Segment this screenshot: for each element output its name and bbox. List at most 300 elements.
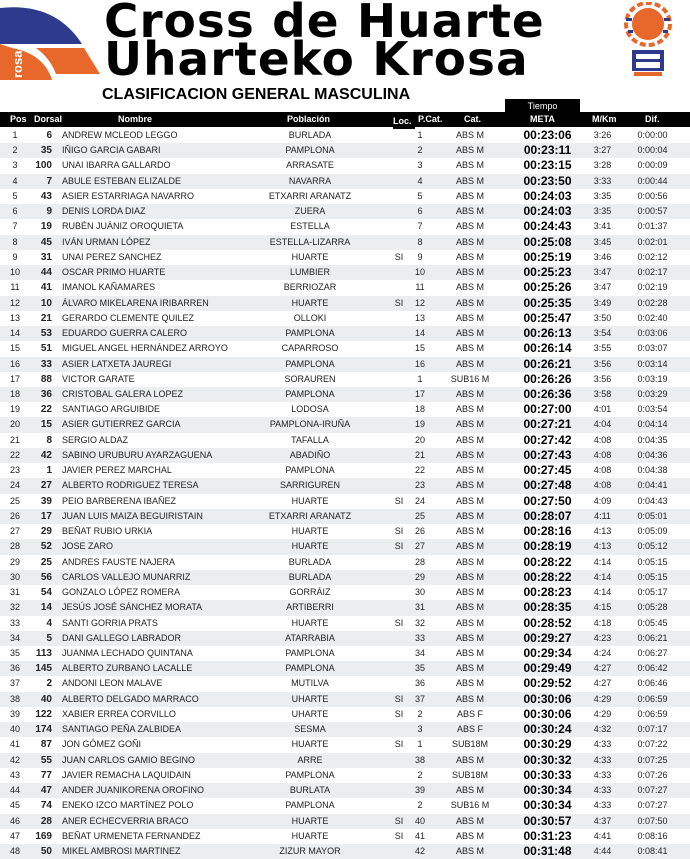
cell-dif: 0:06:59: [637, 708, 668, 719]
cell-pcat: 2: [417, 708, 423, 719]
cell-cat: ABS M: [455, 343, 484, 354]
cell-poblacion: LODOSA: [291, 404, 329, 415]
cell-nombre: JOSE ZARO: [62, 541, 114, 552]
cross-logo-left-icon: [0, 0, 105, 80]
cell-nombre: ENEKO IZCO MARTÍNEZ POLO: [62, 800, 194, 811]
table-row: [0, 737, 690, 752]
cell-pcat: 29: [414, 571, 425, 582]
cell-pos: 45: [9, 800, 20, 811]
cell-dif: 0:07:25: [637, 754, 668, 765]
table-row: [0, 158, 690, 173]
cell-pos: 47: [9, 830, 20, 841]
cell-dorsal: 25: [40, 556, 52, 568]
cell-poblacion: HUARTE: [291, 251, 329, 262]
cell-pcat: 31: [414, 602, 425, 613]
cell-mkm: 4:08: [593, 465, 612, 476]
cell-dorsal: 47: [40, 785, 52, 797]
cell-poblacion: NAVARRA: [288, 175, 332, 186]
cell-nombre: OSCAR PRIMO HUARTE: [62, 267, 166, 278]
cell-mkm: 4:15: [593, 602, 612, 613]
cell-loc: SI: [394, 526, 404, 537]
cell-mkm: 3:28: [593, 160, 612, 171]
column-header-cat: Cat.: [464, 114, 482, 124]
cell-meta: 00:30:06: [523, 691, 572, 706]
cell-dorsal: 27: [40, 480, 52, 492]
cell-poblacion: ZIZUR MAYOR: [279, 846, 341, 857]
cell-pos: 29: [9, 556, 20, 567]
cell-mkm: 4:33: [593, 800, 612, 811]
cell-dorsal: 17: [40, 510, 52, 522]
cell-meta: 00:23:06: [523, 128, 572, 142]
cell-pos: 1: [12, 130, 18, 140]
cell-loc: SI: [394, 693, 404, 704]
cell-meta: 00:30:57: [523, 813, 572, 828]
cell-meta: 00:28:19: [523, 539, 572, 554]
cell-nombre: JUAN CARLOS GAMIO BEGINO: [62, 754, 196, 765]
cell-meta: 00:25:26: [523, 280, 572, 295]
cell-pos: 26: [9, 510, 20, 521]
cell-pcat: 19: [414, 419, 425, 430]
cell-poblacion: ETXARRI ARANATZ: [268, 190, 352, 201]
cell-dif: 0:03:14: [637, 358, 668, 369]
cell-pcat: 10: [414, 267, 425, 278]
cell-cat: ABS M: [455, 693, 484, 704]
cell-dorsal: 44: [40, 267, 52, 279]
cell-mkm: 4:33: [593, 739, 612, 750]
cell-nombre: ALBERTO ZURBANO LACALLE: [62, 663, 193, 674]
column-header-pcat: P.Cat.: [418, 114, 443, 124]
cell-nombre: JAVIER REMACHA LAQUIDAIN: [62, 769, 191, 780]
cell-poblacion: PAMPLONA: [285, 800, 335, 811]
cell-nombre: JESÚS JOSÉ SÁNCHEZ MORATA: [62, 602, 203, 613]
cell-pos: 15: [9, 343, 20, 354]
cell-dorsal: 29: [40, 526, 52, 538]
cell-poblacion: UHARTE: [291, 708, 329, 719]
cell-meta: 00:25:47: [523, 310, 572, 325]
cell-mkm: 4:41: [593, 830, 612, 841]
table-row: [0, 265, 690, 280]
cell-cat: ABS M: [455, 815, 484, 826]
cell-nombre: SABINO URUBURU AYARZAGUENA: [62, 449, 213, 460]
table-row: [0, 387, 690, 402]
cell-mkm: 3:33: [593, 175, 612, 186]
cell-pcat: 22: [414, 465, 425, 476]
cell-mkm: 3:54: [593, 328, 612, 339]
cell-mkm: 4:18: [593, 617, 612, 628]
cell-pcat: 24: [414, 495, 425, 506]
cell-poblacion: SARRIGUREN: [279, 480, 340, 491]
cell-cat: ABS M: [455, 556, 484, 567]
cell-cat: SUB16 M: [450, 373, 490, 384]
cell-cat: ABS M: [455, 190, 484, 201]
cell-mkm: 3:49: [593, 297, 612, 308]
cell-dif: 0:05:17: [637, 587, 668, 598]
cell-dif: 0:03:07: [637, 343, 668, 354]
cell-loc: SI: [394, 617, 404, 628]
cell-dorsal: 9: [46, 206, 52, 218]
cell-pos: 48: [9, 846, 20, 857]
cell-cat: ABS M: [455, 404, 484, 415]
cell-dif: 0:04:43: [637, 495, 668, 506]
cell-dif: 0:05:15: [637, 571, 668, 582]
cell-nombre: UNAI IBARRA GALLARDO: [62, 160, 171, 171]
results-table: [0, 128, 690, 859]
cell-pos: 11: [10, 282, 20, 293]
cell-cat: ABS M: [455, 571, 484, 582]
cell-dif: 0:04:35: [637, 434, 668, 445]
cell-pos: 27: [9, 526, 20, 537]
banner-title-line2: Uharteko Krosa: [104, 32, 529, 86]
cell-pos: 3: [12, 160, 18, 171]
cell-meta: 00:30:32: [523, 752, 572, 767]
column-header-dorsal: Dorsal: [34, 114, 63, 124]
cell-cat: ABS M: [455, 632, 484, 643]
cell-pos: 21: [9, 434, 20, 445]
cell-pos: 44: [9, 785, 20, 796]
cell-nombre: MIGUEL ANGEL HERNÁNDEZ ARROYO: [62, 343, 228, 354]
logo-navy-arc: [0, 7, 82, 44]
cell-cat: ABS M: [455, 480, 484, 491]
cell-meta: 00:31:48: [523, 844, 572, 859]
cell-pcat: 37: [414, 693, 425, 704]
cell-pcat: 27: [414, 541, 425, 552]
cell-meta: 00:29:52: [523, 676, 572, 691]
table-row: [0, 326, 690, 341]
cell-pcat: 38: [414, 754, 425, 765]
cell-dif: 0:00:57: [637, 206, 668, 217]
cell-cat: ABS M: [455, 358, 484, 369]
cell-dorsal: 10: [40, 297, 52, 309]
cell-cat: ABS M: [455, 587, 484, 598]
cell-cat: ABS M: [455, 663, 484, 674]
cell-cat: ABS M: [455, 785, 484, 796]
cell-cat: ABS M: [455, 647, 484, 658]
cell-nombre: ASIER GUTIERREZ GARCIA: [62, 419, 181, 430]
cell-pcat: 5: [417, 190, 423, 201]
cell-pos: 13: [9, 312, 20, 323]
table-row: [0, 372, 690, 387]
cell-mkm: 3:50: [593, 312, 612, 323]
cell-mkm: 4:13: [593, 526, 612, 537]
cell-mkm: 3:45: [593, 236, 612, 247]
cell-meta: 00:25:23: [523, 265, 572, 280]
cell-nombre: SANTIAGO ARGUIBIDE: [62, 404, 161, 415]
cell-mkm: 3:55: [593, 343, 612, 354]
cell-cat: ABS M: [455, 297, 484, 308]
cell-mkm: 3:41: [593, 221, 612, 232]
cell-poblacion: BERRIOZAR: [283, 282, 337, 293]
cell-pos: 33: [9, 617, 20, 628]
cell-pcat: 30: [414, 587, 425, 598]
cell-nombre: JUANMA LECHADO QUINTANA: [62, 647, 193, 658]
cell-cat: ABS M: [455, 617, 484, 628]
cell-meta: 00:28:22: [523, 569, 572, 584]
cell-mkm: 4:33: [593, 785, 612, 796]
cell-nombre: ANDRES FAUSTE NAJERA: [62, 556, 176, 567]
cell-dif: 0:05:12: [637, 541, 668, 552]
cell-meta: 00:25:19: [523, 249, 572, 264]
column-header-pos: Pos: [10, 114, 27, 124]
cell-meta: 00:23:15: [523, 158, 572, 173]
table-row: [0, 494, 690, 509]
cell-nombre: IMANOL KAÑAMARES: [62, 282, 156, 293]
cell-pos: 31: [9, 587, 20, 598]
table-row: [0, 524, 690, 539]
cell-dif: 0:05:01: [637, 510, 668, 521]
cell-pos: 8: [12, 236, 18, 247]
cell-dorsal: 74: [40, 800, 52, 812]
cell-poblacion: BURLADA: [288, 556, 332, 567]
cell-dorsal: 8: [46, 434, 52, 446]
table-row: [0, 463, 690, 478]
cell-poblacion: ARTIBERRI: [286, 602, 334, 613]
cell-pos: 25: [9, 495, 20, 506]
table-row: [0, 646, 690, 661]
cell-meta: 00:27:42: [523, 432, 572, 447]
cell-mkm: 4:09: [593, 495, 612, 506]
cell-dorsal: 31: [40, 251, 52, 263]
cell-nombre: SANTIAGO PEÑA ZALBIDEA: [62, 724, 182, 735]
cell-nombre: ANDREW MCLEOD LEGGO: [62, 130, 178, 140]
table-row: [0, 631, 690, 646]
cell-pcat: 1: [417, 739, 423, 750]
cell-loc: SI: [394, 708, 404, 719]
cell-pos: 23: [9, 465, 20, 476]
cell-dorsal: 174: [35, 724, 52, 736]
cell-poblacion: ZUERA: [294, 206, 326, 217]
table-row: [0, 174, 690, 189]
cell-poblacion: HUARTE: [291, 830, 329, 841]
cell-poblacion: HUARTE: [291, 526, 329, 537]
cell-dorsal: 28: [40, 815, 52, 827]
cell-mkm: 4:13: [593, 541, 612, 552]
cell-dorsal: 22: [40, 404, 52, 416]
cell-meta: 00:25:08: [523, 234, 572, 249]
cell-cat: ABS M: [455, 434, 484, 445]
cell-nombre: SANTI GORRIA PRATS: [62, 617, 158, 628]
cell-pcat: 14: [414, 328, 425, 339]
cell-meta: 00:26:36: [523, 386, 572, 401]
cell-meta: 00:30:33: [523, 767, 572, 782]
cell-cat: ABS M: [455, 602, 484, 613]
cell-nombre: ASIER LATXETA JAUREGI: [62, 358, 172, 369]
cell-dif: 0:04:14: [637, 419, 668, 430]
cell-cat: ABS M: [455, 251, 484, 262]
cell-dif: 0:02:12: [637, 251, 668, 262]
cell-nombre: SERGIO ALDAZ: [62, 434, 129, 445]
cell-mkm: 4:14: [593, 556, 612, 567]
table-row: [0, 402, 690, 417]
table-row: [0, 219, 690, 234]
cell-nombre: IÑIGO GARCIA GABARI: [62, 145, 161, 156]
cell-dorsal: 43: [40, 190, 52, 202]
table-row: [0, 357, 690, 372]
cell-meta: 00:27:50: [523, 493, 572, 508]
table-row: [0, 676, 690, 691]
cell-dif: 0:03:29: [637, 388, 668, 399]
table-row: [0, 478, 690, 493]
cell-pcat: 41: [414, 830, 425, 841]
cell-pos: 22: [9, 449, 20, 460]
cell-meta: 00:30:24: [523, 722, 572, 737]
cell-pos: 20: [9, 419, 20, 430]
cell-loc: SI: [394, 815, 404, 826]
cell-dif: 0:05:28: [637, 602, 668, 613]
cell-cat: ABS M: [455, 145, 484, 156]
cell-dif: 0:05:09: [637, 526, 668, 537]
cell-poblacion: MUTILVA: [291, 678, 329, 689]
cell-cat: ABS M: [455, 830, 484, 841]
cell-mkm: 3:56: [593, 373, 612, 384]
cell-dorsal: 88: [40, 373, 52, 385]
cell-pcat: 39: [414, 785, 425, 796]
cell-dorsal: 100: [35, 160, 52, 172]
cell-meta: 00:30:06: [523, 706, 572, 721]
cell-dorsal: 87: [40, 739, 52, 751]
cell-dif: 0:07:26: [637, 769, 668, 780]
table-row: [0, 585, 690, 600]
cell-cat: SUB16 M: [450, 800, 490, 811]
table-row: [0, 250, 690, 265]
column-header-loc: Loc.: [393, 116, 412, 126]
cell-mkm: 4:01: [593, 404, 612, 415]
cell-nombre: ÁLVARO MIKELARENA IRIBARREN: [62, 297, 209, 308]
cell-dorsal: 42: [40, 449, 52, 461]
cell-dorsal: 53: [40, 328, 52, 340]
cell-mkm: 3:47: [593, 267, 612, 278]
table-header: [0, 112, 690, 127]
cell-cat: ABS M: [455, 495, 484, 506]
cell-pcat: 28: [414, 556, 425, 567]
cell-poblacion: ARRE: [297, 754, 323, 765]
cell-pos: 5: [12, 190, 18, 201]
cell-meta: 00:24:43: [523, 219, 572, 234]
cell-dif: 0:06:21: [637, 632, 668, 643]
cell-pcat: 3: [417, 724, 423, 735]
cell-mkm: 3:35: [593, 206, 612, 217]
cell-dif: 0:00:56: [637, 190, 668, 201]
cell-nombre: ALBERTO DELGADO MARRACO: [62, 693, 199, 704]
cell-pcat: 17: [414, 388, 425, 399]
cell-dorsal: 169: [35, 830, 52, 842]
cell-cat: ABS M: [455, 541, 484, 552]
cell-meta: 00:25:35: [523, 295, 572, 310]
cell-cat: ABS F: [456, 708, 483, 719]
cell-meta: 00:26:26: [523, 371, 572, 386]
cell-pos: 42: [9, 754, 20, 765]
table-row: [0, 280, 690, 295]
cell-pos: 34: [9, 632, 20, 643]
cell-cat: ABS M: [455, 206, 484, 217]
cell-mkm: 3:35: [593, 190, 612, 201]
cell-dif: 0:05:45: [637, 617, 668, 628]
cell-pcat: 11: [415, 282, 425, 293]
cell-pos: 36: [9, 663, 20, 674]
cell-poblacion: PAMPLONA: [285, 388, 335, 399]
cell-poblacion: BURLATA: [289, 785, 331, 796]
cell-pcat: 1: [417, 130, 423, 140]
cell-nombre: BEÑAT URMENETA FERNANDEZ: [62, 830, 201, 841]
cell-dorsal: 35: [40, 145, 52, 157]
cell-dorsal: 145: [35, 663, 52, 675]
cell-pos: 14: [9, 328, 20, 339]
cell-poblacion: HUARTE: [291, 541, 329, 552]
table-row: [0, 798, 690, 813]
cell-nombre: RUBÉN JUÁNIZ OROQUIETA: [62, 221, 184, 232]
cell-loc: SI: [394, 830, 404, 841]
cell-meta: 00:30:29: [523, 737, 572, 752]
cell-dif: 0:02:01: [637, 236, 668, 247]
cell-mkm: 4:14: [593, 587, 612, 598]
cell-cat: ABS M: [455, 754, 484, 765]
cell-meta: 00:26:21: [523, 356, 572, 371]
cell-dorsal: 51: [40, 343, 52, 355]
cell-pcat: 33: [414, 632, 425, 643]
cell-dif: 0:07:22: [637, 739, 668, 750]
cell-loc: SI: [394, 541, 404, 552]
cell-pcat: 12: [414, 297, 425, 308]
cell-meta: 00:24:03: [523, 204, 572, 219]
table-row: [0, 783, 690, 798]
cell-pcat: 15: [414, 343, 425, 354]
cell-poblacion: SORAUREN: [284, 373, 336, 384]
cell-poblacion: BURLADA: [288, 130, 332, 140]
cell-mkm: 4:08: [593, 480, 612, 491]
cell-dif: 0:03:19: [637, 373, 668, 384]
cell-meta: 00:26:13: [523, 326, 572, 341]
cell-poblacion: ATARRABIA: [285, 632, 335, 643]
cell-mkm: 4:27: [593, 678, 612, 689]
cell-mkm: 4:29: [593, 708, 612, 719]
cell-meta: 00:30:34: [523, 783, 572, 798]
cell-mkm: 4:27: [593, 663, 612, 674]
cell-dorsal: 113: [35, 647, 52, 659]
cell-dorsal: 36: [40, 388, 52, 400]
table-row: [0, 768, 690, 783]
cell-dorsal: 14: [40, 602, 52, 614]
cell-dif: 0:00:00: [637, 130, 668, 140]
cell-mkm: 3:47: [593, 282, 612, 293]
table-row: [0, 311, 690, 326]
table-row: [0, 539, 690, 554]
cell-pos: 12: [9, 297, 20, 308]
page-title: CLASIFICACION GENERAL MASCULINA: [102, 86, 411, 103]
table-row: [0, 661, 690, 676]
cell-cat: ABS M: [455, 526, 484, 537]
cell-meta: 00:31:23: [523, 828, 572, 843]
cell-poblacion: PAMPLONA: [285, 465, 335, 476]
cell-cat: ABS M: [455, 267, 484, 278]
cell-pos: 10: [9, 267, 20, 278]
table-row: [0, 128, 690, 143]
cell-pcat: 8: [417, 236, 423, 247]
cell-cat: ABS M: [455, 465, 484, 476]
cell-dif: 0:07:27: [637, 785, 668, 796]
cell-dorsal: 33: [40, 358, 52, 370]
table-row: [0, 204, 690, 219]
cell-poblacion: HUARTE: [291, 617, 329, 628]
cell-pos: 43: [9, 769, 20, 780]
cell-pos: 18: [9, 388, 20, 399]
cell-poblacion: GORRÁIZ: [289, 587, 331, 598]
cell-pos: 19: [9, 404, 20, 415]
cell-meta: 00:23:50: [523, 173, 572, 188]
cell-dorsal: 6: [46, 130, 52, 141]
cell-poblacion: CAPARROSO: [281, 343, 339, 354]
column-header-nombre: Nombre: [118, 114, 153, 124]
cell-mkm: 4:14: [593, 571, 612, 582]
cell-poblacion: UHARTE: [291, 693, 329, 704]
